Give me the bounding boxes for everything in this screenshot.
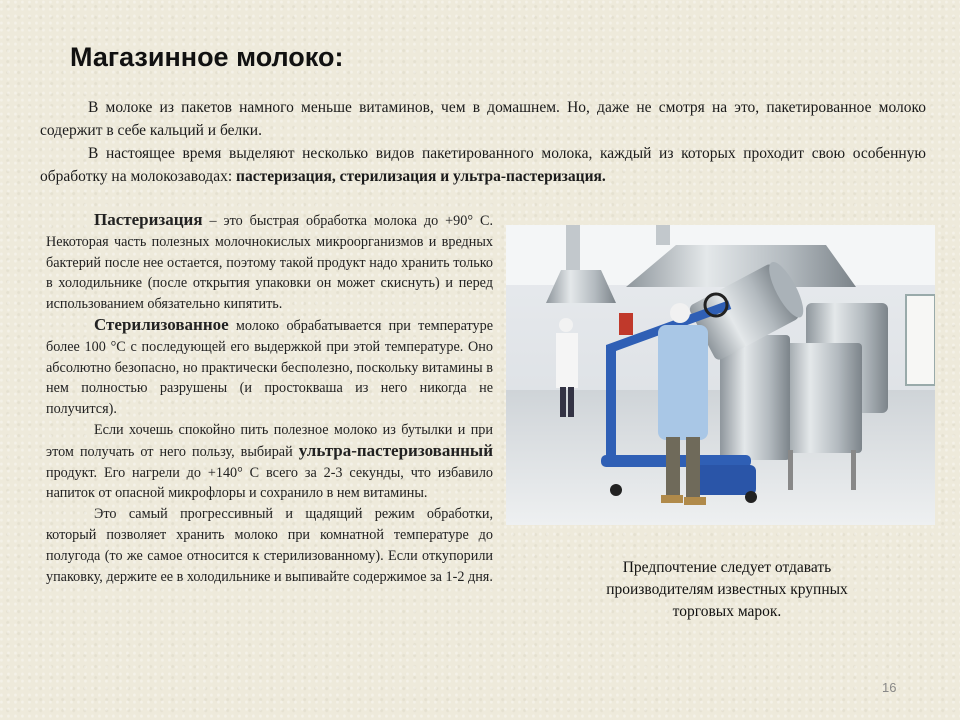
pasteurization-term: Пастеризация: [94, 210, 203, 229]
ultra-text: продукт. Его нагрели до +140° С всего за 2-3 секунды, что избавило напиток от опасной микрофлоры и сохранило в нем витамины.: [46, 464, 493, 502]
page-number: 16: [882, 680, 897, 695]
intro-p2-text: В настоящее время выделяют несколько видов пакетированного молока, каждый из которых проходит свою особенную обработку на молокозаводах:: [40, 145, 926, 185]
pasteurization-paragraph: [46, 210, 493, 315]
last-paragraph: Это самый прогрессивный и щадящий режим обработки, который позволяет хранить молоко при комнатной температуре до полугода (то же самое относится к стерилизованному). Если откупорили упаковку, держите ее в холодильнике и выпивайте содержимое за 1-2 дня.: [46, 506, 493, 585]
pasteurization-text: – это быстрая обработка молока до +90° С. Некоторая часть полезных молочнокислых микроорганизмов и вредных бактерий после нее остается, поэтому такой продукт надо хранить только в холодильнике (после открытия упаковки он может скиснуть) и перед использованием обязательно кипятить.: [46, 213, 493, 313]
intro-p2-bold: пастеризация, стерилизация и ультра-пастеризация.: [236, 168, 606, 185]
photo-caption: Предпочтение следует отдавать производителям известных крупных торговых марок.: [606, 559, 848, 620]
ultra-term: ультра-пастеризованный: [298, 440, 493, 460]
slide-title: Магазинное молоко:: [70, 42, 344, 72]
dairy-factory-photo: [506, 225, 935, 525]
intro-paragraph-2: [40, 142, 926, 188]
sterilization-text: молоко обрабатывается при температуре более 100 °С с последующей его выдержкой при этой температуре. Оно абсолютно безопасно, но практически бесполезно, поскольку витамины в нем полностью разрушены (и простокваша из него никогда не получится).: [46, 317, 493, 418]
sterilization-term: Стерилизованное: [94, 314, 229, 334]
intro-paragraph-1: В молоке из пакетов намного меньше витаминов, чем в домашнем. Но, даже не смотря на это, пакетированное молоко содержит в себе кальций и белки.: [40, 99, 926, 139]
ultra-paragraph: [46, 420, 493, 504]
processing-description: [46, 210, 493, 587]
intro-text: [40, 96, 926, 188]
ultra-pre-text: Если хочешь спокойно пить полезное молоко из бутылки и при этом получать от него пользу, выбирай: [46, 421, 493, 460]
sterilization-paragraph: [46, 315, 493, 420]
